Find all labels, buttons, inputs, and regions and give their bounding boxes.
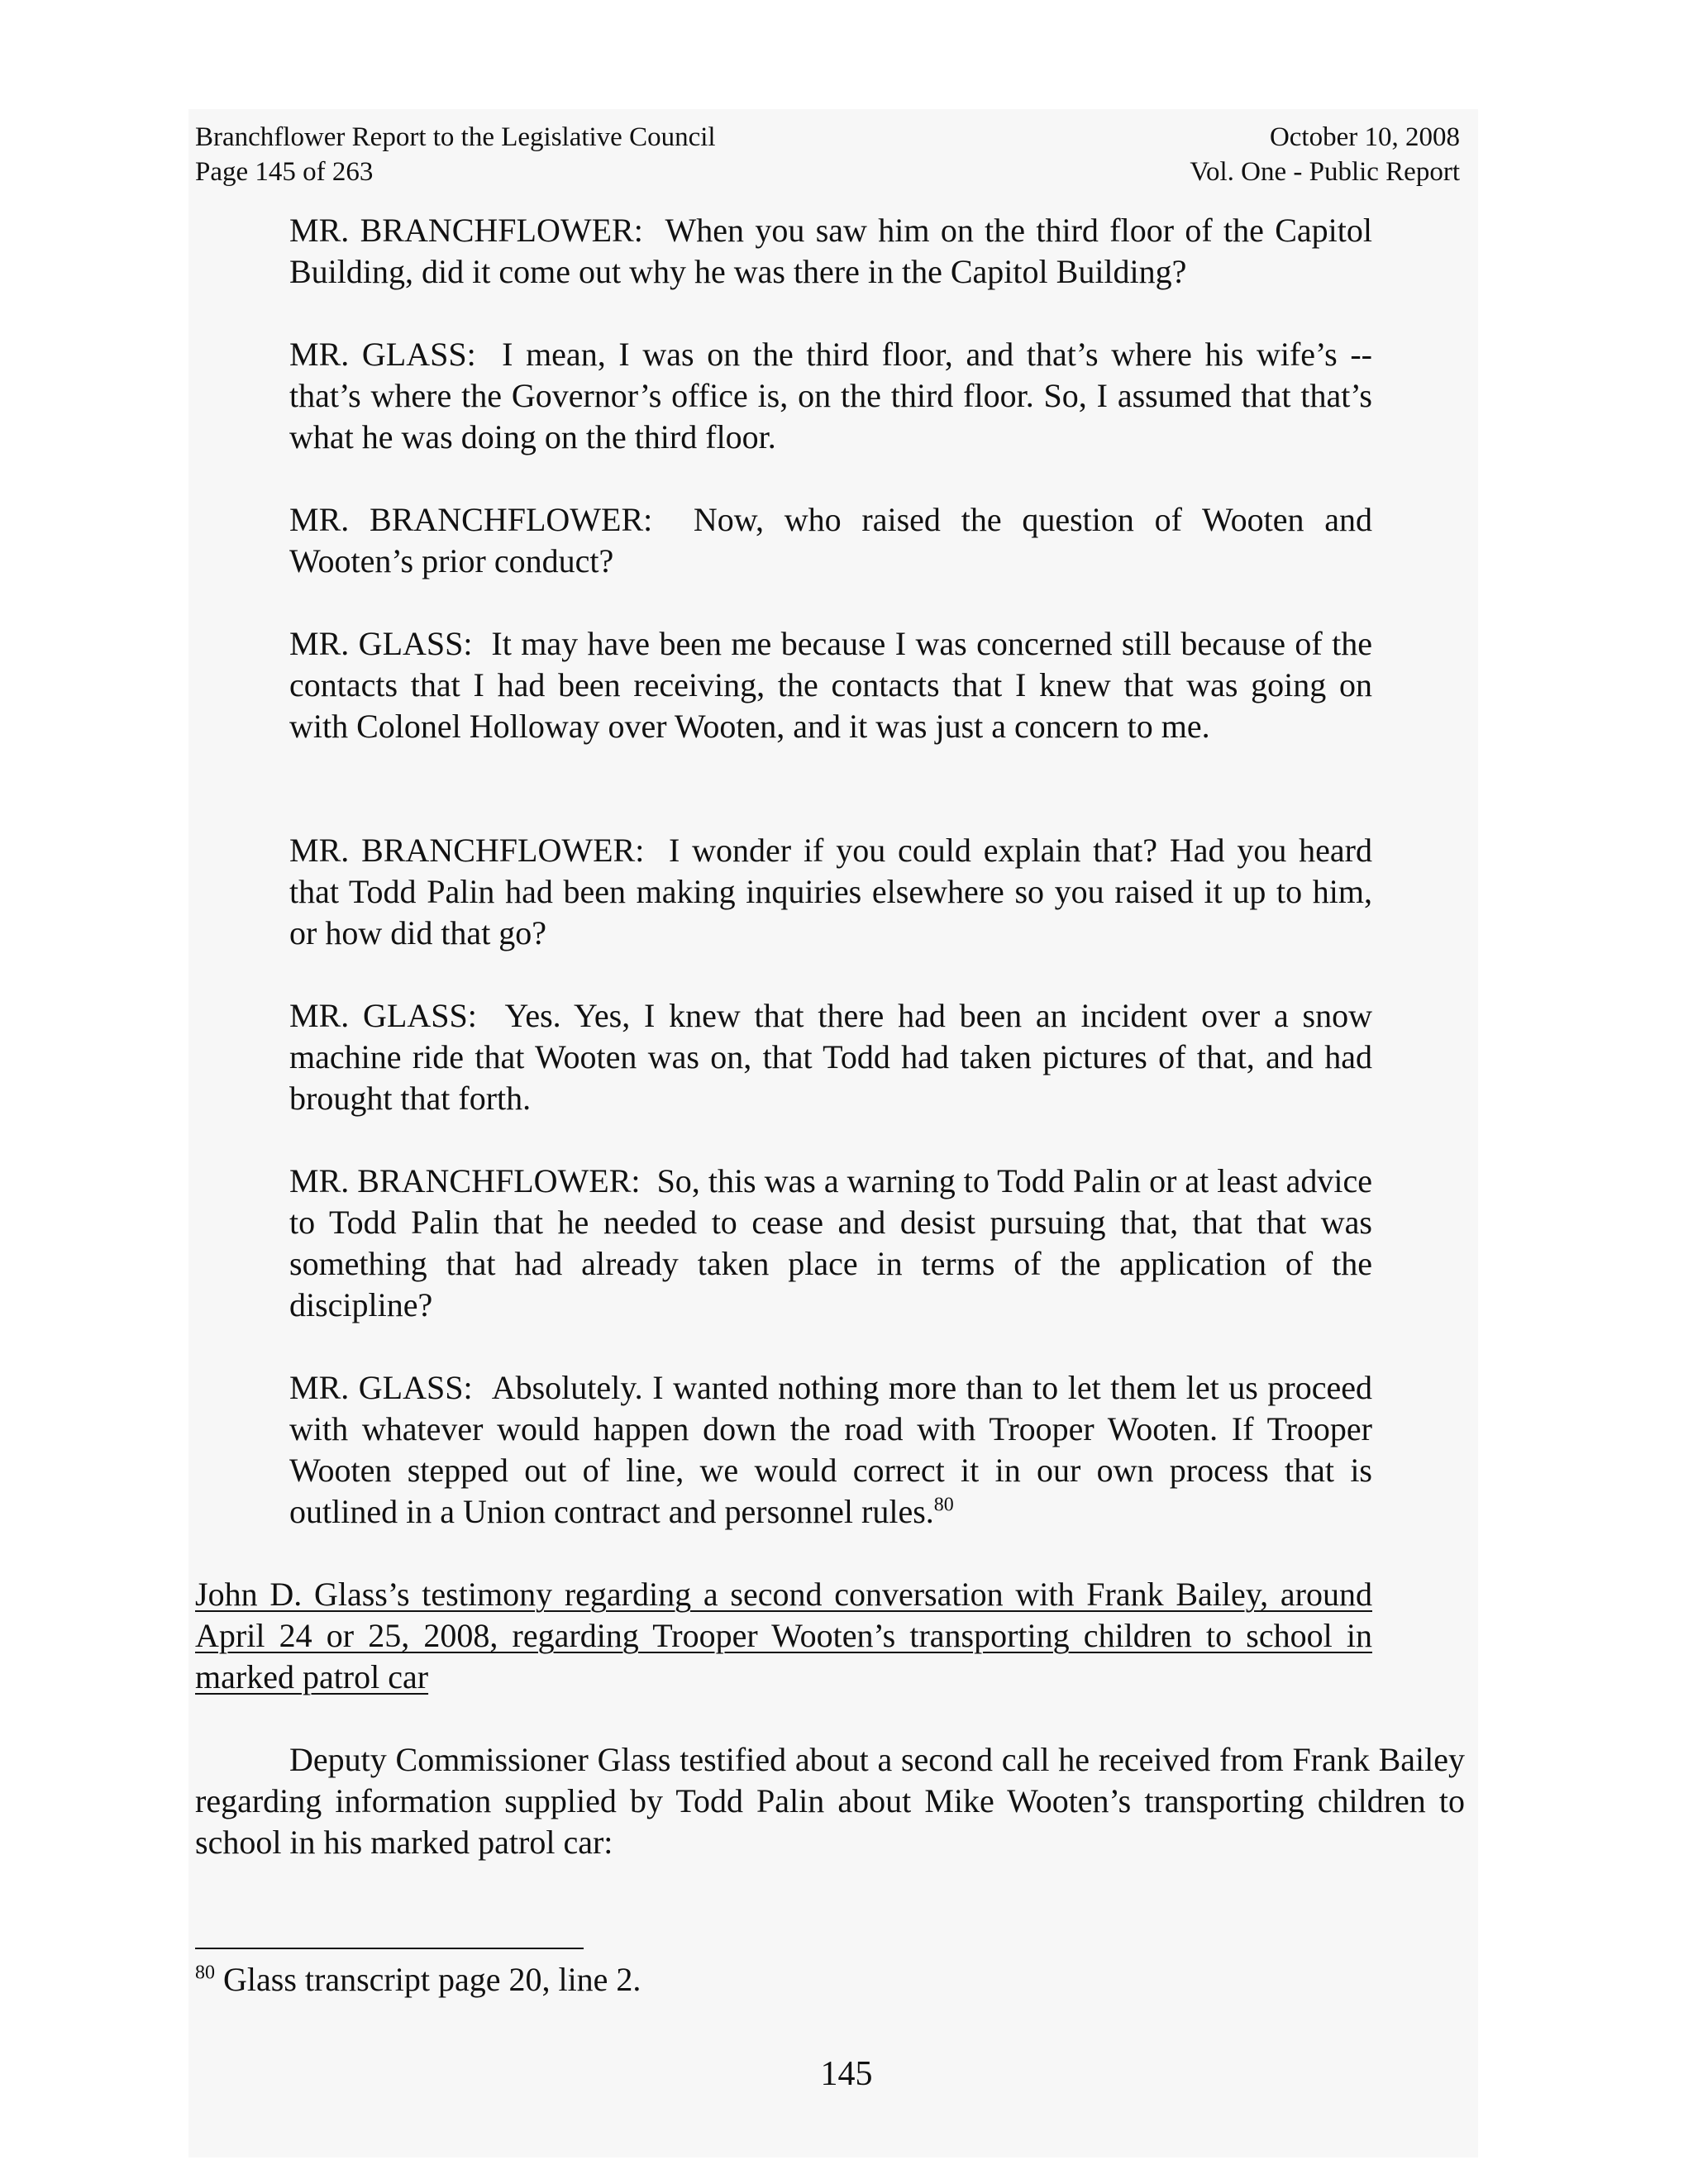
page-count: Page 145 of 263 xyxy=(195,157,374,187)
speaker: MR. BRANCHFLOWER: xyxy=(289,212,643,249)
qa-text: It may have been me because I was concerned still because of the contacts that I had been receiving, the contacts that I knew that was going on with Colonel Holloway over Wooten, and it was just a concern to me. xyxy=(289,625,1373,745)
qa-paragraph-7 xyxy=(289,1161,1372,1326)
speaker: MR. GLASS: xyxy=(289,997,477,1034)
header-left xyxy=(195,120,716,189)
qa-paragraph-8 xyxy=(289,1367,1372,1533)
speaker: MR. GLASS: xyxy=(289,1369,473,1406)
footnote xyxy=(195,1959,641,2000)
speaker: MR. BRANCHFLOWER: xyxy=(289,1162,641,1199)
qa-paragraph-1 xyxy=(289,210,1372,293)
page-number: 145 xyxy=(820,2055,873,2093)
narrative-paragraph: Deputy Commissioner Glass testified about a second call he received from Frank Bailey regarding information supplied by Todd Palin about Mike Wooten’s transporting children to school in his marked patrol car: xyxy=(195,1741,1465,1861)
qa-paragraph-3 xyxy=(289,499,1372,582)
qa-text: So, this was a warning to Todd Palin or at least advice to Todd Palin that he needed to cease and desist pursuing that, that that was something that had already taken place in terms of the application of the discipline? xyxy=(289,1162,1372,1323)
speaker: MR. GLASS: xyxy=(289,625,473,662)
header-right xyxy=(1190,120,1460,189)
qa-text: Yes. Yes, I knew that there had been an incident over a snow machine ride that Wooten was on, that Todd had taken pictures of that, and had brought that forth. xyxy=(289,997,1373,1117)
qa-text: Now, who raised the question of Wooten and Wooten’s prior conduct? xyxy=(289,501,1372,579)
qa-paragraph-4 xyxy=(289,623,1372,747)
qa-text: I wonder if you could explain that? Had you heard that Todd Palin had been making inquiries elsewhere so you raised it up to him, or how did that go? xyxy=(289,832,1372,951)
speaker: MR. BRANCHFLOWER: xyxy=(289,832,645,869)
footnote-number: 80 xyxy=(195,1962,215,1984)
volume-label: Vol. One - Public Report xyxy=(1190,157,1460,187)
footnote-reference: 80 xyxy=(933,1494,954,1516)
speaker: MR. GLASS: xyxy=(289,336,476,373)
qa-text: When you saw him on the third floor of the Capitol Building, did it come out why he was there in the Capitol Building? xyxy=(289,212,1373,290)
qa-text: I mean, I was on the third floor, and that’s where his wife’s -- that’s where the Governor’s office is, on the third floor. So, I assumed that that’s what he was doing on the third floor. xyxy=(289,336,1372,455)
qa-paragraph-5 xyxy=(289,830,1372,954)
qa-paragraph-2 xyxy=(289,334,1372,458)
section-heading: John D. Glass’s testimony regarding a second conversation with Frank Bailey, around April 24 or 25, 2008, regarding Trooper Wooten’s transporting children to school in marked patrol car xyxy=(195,1576,1372,1695)
footnote-text: Glass transcript page 20, line 2. xyxy=(223,1961,641,1998)
qa-text: Absolutely. I wanted nothing more than to let them let us proceed with whatever would happen down the road with Trooper Wooten. If Trooper Wooten stepped out of line, we would correct it in our own process that is outlined in a Union contract and personnel rules. xyxy=(289,1369,1373,1530)
speaker: MR. BRANCHFLOWER: xyxy=(289,501,653,538)
report-date: October 10, 2008 xyxy=(1269,122,1460,152)
report-title: Branchflower Report to the Legislative Council xyxy=(195,122,716,152)
qa-paragraph-6 xyxy=(289,995,1372,1119)
footnote-divider xyxy=(195,1948,584,1949)
